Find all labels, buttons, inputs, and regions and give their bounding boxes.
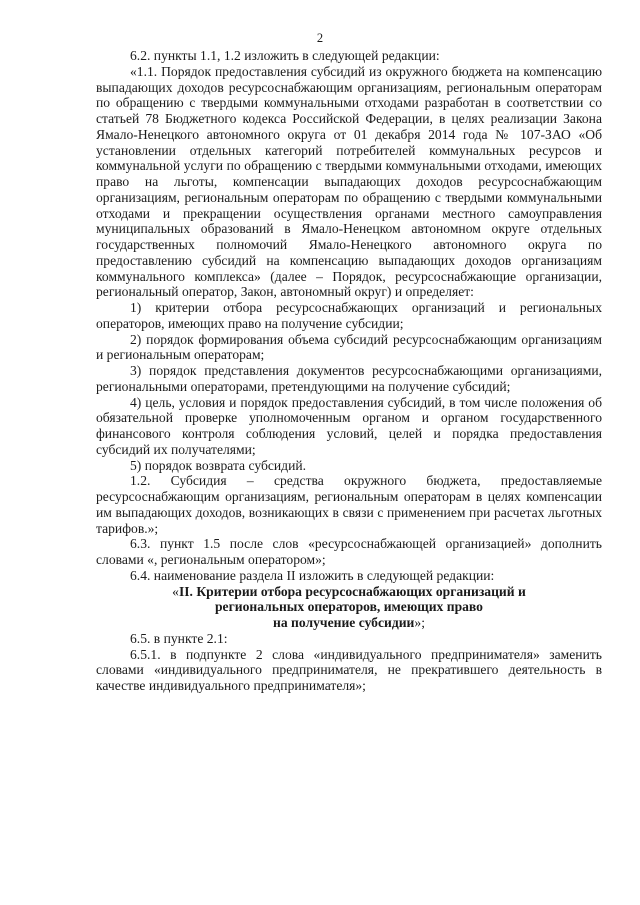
paragraph: 6.5. в пункте 2.1: bbox=[130, 630, 228, 646]
paragraph: 6.4. наименование раздела II изложить в следующей редакции: bbox=[130, 567, 495, 583]
document-body bbox=[96, 48, 602, 694]
list-item: 3) порядок представления документов ресурсоснабжающими организациями, региональными операторами, претендующими на получение субсидий; bbox=[96, 363, 602, 394]
heading-open-quote: « bbox=[172, 583, 179, 599]
paragraph: 6.5.1. в подпункте 2 слова «индивидуального предпринимателя» заменить словами «индивидуального предпринимателя, не прекратившего деятельность в качестве индивидуального предпринимателя»; bbox=[96, 646, 602, 693]
section-heading bbox=[96, 584, 602, 631]
page-number: 2 bbox=[316, 31, 324, 45]
paragraph: «1.1. Порядок предоставления субсидий из окружного бюджета на компенсацию выпадающих доходов ресурсоснабжающим организациям, региональным операторам по обращению с твердыми коммунальными отходами разработан в соответствии со статьей 78 Бюджетного кодекса Российской Федерации, в целях реализации Закона Ямало-Ненецкого автономного округа от 01 декабря 2014 года № 107-ЗАО «Об установлении отдельных категорий потребителей коммунальных ресурсов и коммунальной услуги по обращению с твердыми коммунальными отходами, имеющих право на льготы, компенсации выпадающих доходов ресурсоснабжающим организациям, региональным операторам по обращению с твердыми коммунальными отходами и прекращении осуществления органами местного самоуправления муниципальных образований в Ямало-Ненецком автономном округе отдельных государственных полномочий Ямало-Ненецкого автономного округа по предоставлению субсидий на компенсацию выпадающих доходов организациям коммунального комплекса» (далее – Порядок, ресурсоснабжающие организации, региональный оператор, Закон, автономный округ) и определяет: bbox=[96, 63, 602, 300]
list-item: 2) порядок формирования объема субсидий ресурсоснабжающим организациям и региональным операторам; bbox=[96, 331, 602, 363]
paragraph: 6.3. пункт 1.5 после слов «ресурсоснабжающей организацией» дополнить словами «, региональным оператором»; bbox=[96, 536, 602, 567]
paragraph: 1.2. Субсидия – средства окружного бюджета, предоставляемые ресурсоснабжающим организациям, региональным операторам в целях компенсации им выпадающих доходов, возникающих в связи с применением при расчетах льготных тарифов.»; bbox=[96, 473, 602, 536]
list-item: 4) цель, условия и порядок предоставления субсидий, в том числе положения об обязательной проверке уполномоченным органом и органом государственного финансового контроля соблюдения условий, целей и порядка предоставления субсидий их получателями; bbox=[96, 394, 602, 457]
heading-line: региональных операторов, имеющих право bbox=[215, 599, 483, 615]
list-item: 5) порядок возврата субсидий. bbox=[130, 457, 307, 473]
list-item: 1) критерии отбора ресурсоснабжающих организаций и региональных операторов, имеющих право на получение субсидии; bbox=[96, 300, 602, 331]
heading-close: »; bbox=[414, 615, 425, 630]
heading-line: на получение субсидии bbox=[273, 615, 415, 630]
paragraph: 6.2. пункты 1.1, 1.2 изложить в следующей редакции: bbox=[130, 48, 440, 63]
heading-line: II. Критерии отбора ресурсоснабжающих организаций и bbox=[178, 583, 526, 599]
